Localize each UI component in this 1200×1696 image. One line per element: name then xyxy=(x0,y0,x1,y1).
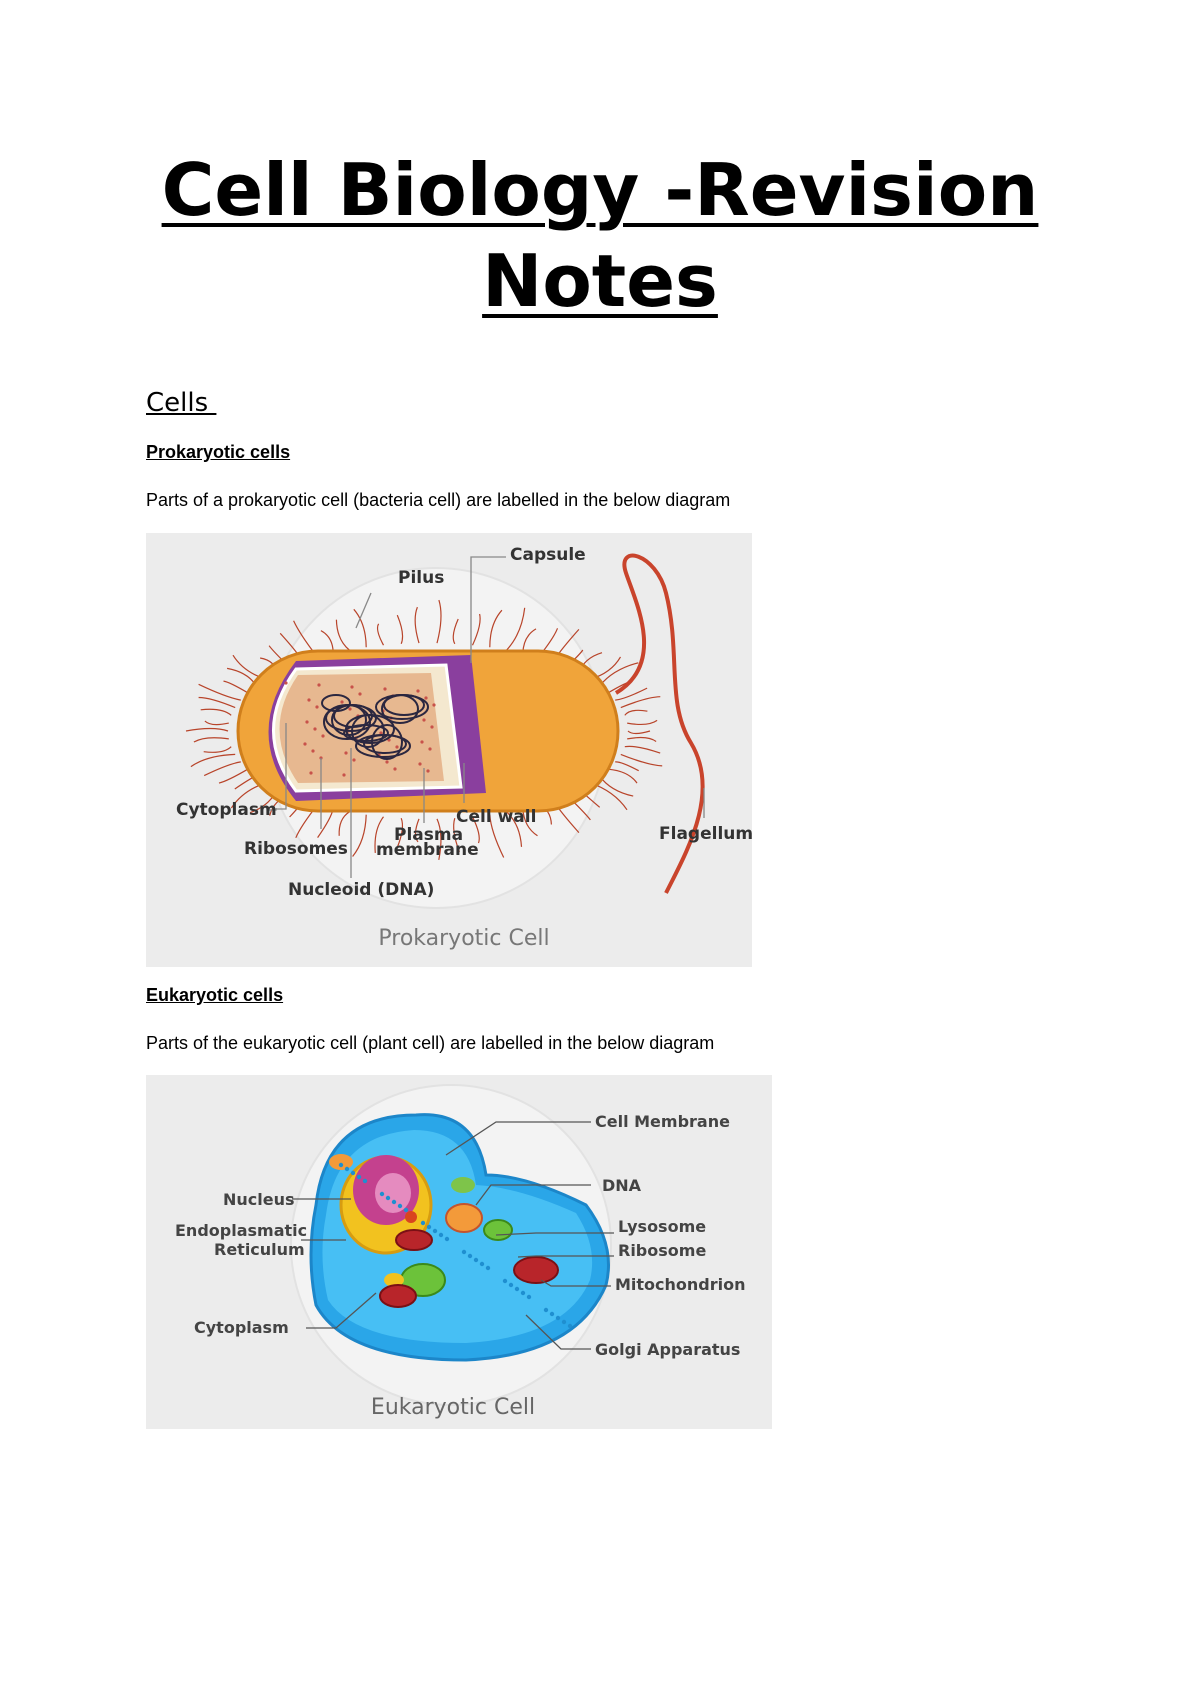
label-pilus: Pilus xyxy=(398,568,445,588)
pilus-hair xyxy=(224,681,248,693)
ribosome-dot xyxy=(445,1237,449,1241)
ribosome-dot xyxy=(303,742,306,745)
label-cell-membrane: Cell Membrane xyxy=(595,1112,730,1131)
ribosome-dot xyxy=(416,689,419,692)
ribosome-dot xyxy=(421,1221,425,1225)
golgi-shape xyxy=(446,1204,482,1232)
pilus-hair xyxy=(201,709,232,715)
ribosome-dot xyxy=(351,1171,355,1175)
ribosome-dot xyxy=(305,720,308,723)
label-cell-wall: Cell wall xyxy=(456,807,537,827)
ribosome-dot xyxy=(468,1254,472,1258)
pilus-hair xyxy=(627,720,657,724)
ribosome-dot xyxy=(509,1283,513,1287)
ribosome-dot xyxy=(352,758,355,761)
pilus-hair xyxy=(625,710,648,715)
eukaryotic-cell-diagram xyxy=(146,1075,772,1429)
ribosome-dot xyxy=(428,747,431,750)
label-cytoplasm: Cytoplasm xyxy=(194,1318,289,1337)
pilus-hair xyxy=(627,738,656,742)
ribosome-dot xyxy=(527,1295,531,1299)
dna-mark xyxy=(405,1211,417,1223)
pilus-hair xyxy=(628,731,650,734)
pilus-hair xyxy=(186,729,228,732)
pilus-hair xyxy=(204,762,241,776)
ribosome-dot xyxy=(515,1287,519,1291)
ribosome-dot xyxy=(556,1316,560,1320)
eukaryotic-description: Parts of the eukaryotic cell (plant cell) are labelled in the below diagram xyxy=(146,1033,715,1053)
pilus-hair xyxy=(204,747,232,753)
ribosome-dot xyxy=(383,687,386,690)
pilus-hair xyxy=(621,697,661,708)
prokaryotic-cell-diagram xyxy=(146,533,752,967)
label-er-line2: Reticulum xyxy=(214,1240,305,1259)
pilus-hair xyxy=(205,721,229,725)
pilus-hair xyxy=(600,663,639,686)
mitochondrion-shape-2 xyxy=(396,1230,432,1250)
ribosome-dot xyxy=(311,749,314,752)
ribosome-dot xyxy=(315,705,318,708)
label-er-line1: Endoplasmatic xyxy=(175,1221,308,1240)
pilus-hair xyxy=(625,746,660,753)
section-heading-cells: Cells xyxy=(146,388,217,418)
ribosome-dot xyxy=(348,707,351,710)
pilus-hair xyxy=(600,776,634,796)
ribosome-dot xyxy=(393,767,396,770)
ribosome-dot xyxy=(395,745,398,748)
document-title: Cell Biology -Revision Notes xyxy=(161,148,1039,323)
heading-prokaryotic-cells: Prokaryotic cells xyxy=(146,442,291,462)
mitochondrion-shape-3 xyxy=(380,1285,416,1307)
ribosome-dot xyxy=(480,1262,484,1266)
lysosome-shape xyxy=(484,1220,512,1240)
pilus-hair xyxy=(199,698,236,708)
pilus-hair xyxy=(194,738,229,742)
ribosome-dot xyxy=(550,1312,554,1316)
label-plasma-line2: membrane xyxy=(376,840,479,860)
pilus-hair xyxy=(219,769,248,783)
label-capsule: Capsule xyxy=(510,545,586,565)
ribosome-dot xyxy=(474,1258,478,1262)
ribosome-dot xyxy=(433,1229,437,1233)
ribosome-dot xyxy=(422,718,425,721)
pilus-hair xyxy=(615,762,639,771)
ribosome-dot xyxy=(432,703,435,706)
ribosome-dot xyxy=(342,773,345,776)
ribosome-dot xyxy=(357,1175,361,1179)
label-plasma-line1: Plasma xyxy=(394,825,464,845)
mitochondrion-shape xyxy=(514,1257,558,1283)
label-mitochondrion: Mitochondrion xyxy=(615,1275,746,1294)
ribosome-dot xyxy=(309,771,312,774)
prokaryotic-caption: Prokaryotic Cell xyxy=(378,926,550,951)
eukaryotic-caption: Eukaryotic Cell xyxy=(370,1395,536,1420)
ribosome-dot xyxy=(462,1250,466,1254)
ribosome-dot xyxy=(317,683,320,686)
ribosome-dot xyxy=(418,762,421,765)
ribosome-dot xyxy=(345,1167,349,1171)
ribosome-dot xyxy=(562,1320,566,1324)
label-ribosome: Ribosome xyxy=(618,1241,707,1260)
ribosome-dot xyxy=(424,696,427,699)
label-nucleus: Nucleus xyxy=(223,1190,295,1209)
label-nucleoid: Nucleoid (DNA) xyxy=(288,880,435,900)
ribosome-dot xyxy=(385,760,388,763)
ribosome-dot xyxy=(398,1204,402,1208)
label-lysosome: Lysosome xyxy=(618,1217,707,1236)
ribosome-dot xyxy=(426,769,429,772)
ribosome-dot xyxy=(380,1192,384,1196)
ribosome-dot xyxy=(439,1233,443,1237)
ribosome-dot xyxy=(307,698,310,701)
ribosome-dot xyxy=(340,700,343,703)
ribosome-dot xyxy=(350,685,353,688)
ribosome-dot xyxy=(404,1208,408,1212)
label-golgi: Golgi Apparatus xyxy=(595,1340,741,1359)
ribosome-dot xyxy=(313,727,316,730)
ribosome-dot xyxy=(430,725,433,728)
pilus-hair xyxy=(608,769,637,783)
ribosome-dot xyxy=(427,1225,431,1229)
ribosome-dot xyxy=(568,1324,572,1328)
label-dna: DNA xyxy=(602,1176,642,1195)
prokaryotic-description: Parts of a prokaryotic cell (bacteria cell) are labelled in the below diagram xyxy=(146,490,731,510)
ribosome-dot xyxy=(386,1196,390,1200)
heading-eukaryotic-cells: Eukaryotic cells xyxy=(146,985,284,1005)
pilus-hair xyxy=(621,754,662,766)
label-ribosomes: Ribosomes xyxy=(244,839,348,859)
ribosome-dot xyxy=(344,751,347,754)
small-orange-organelle xyxy=(329,1154,353,1170)
label-flagellum: Flagellum xyxy=(659,824,752,844)
ribosome-dot xyxy=(392,1200,396,1204)
cytoplasm-shape xyxy=(280,673,445,783)
ribosome-dot xyxy=(363,1179,367,1183)
ribosome-dot xyxy=(321,734,324,737)
label-cytoplasm: Cytoplasm xyxy=(176,800,277,820)
ribosome-dot xyxy=(544,1308,548,1312)
ribosome-dot xyxy=(486,1266,490,1270)
ribosome-dot xyxy=(420,740,423,743)
ribosome-dot xyxy=(358,692,361,695)
ribosome-dot xyxy=(503,1279,507,1283)
ribosome-dot xyxy=(521,1291,525,1295)
lysosome-shape-2 xyxy=(451,1177,475,1193)
ribosome-dot xyxy=(284,681,287,684)
ribosome-dot xyxy=(339,1163,343,1167)
